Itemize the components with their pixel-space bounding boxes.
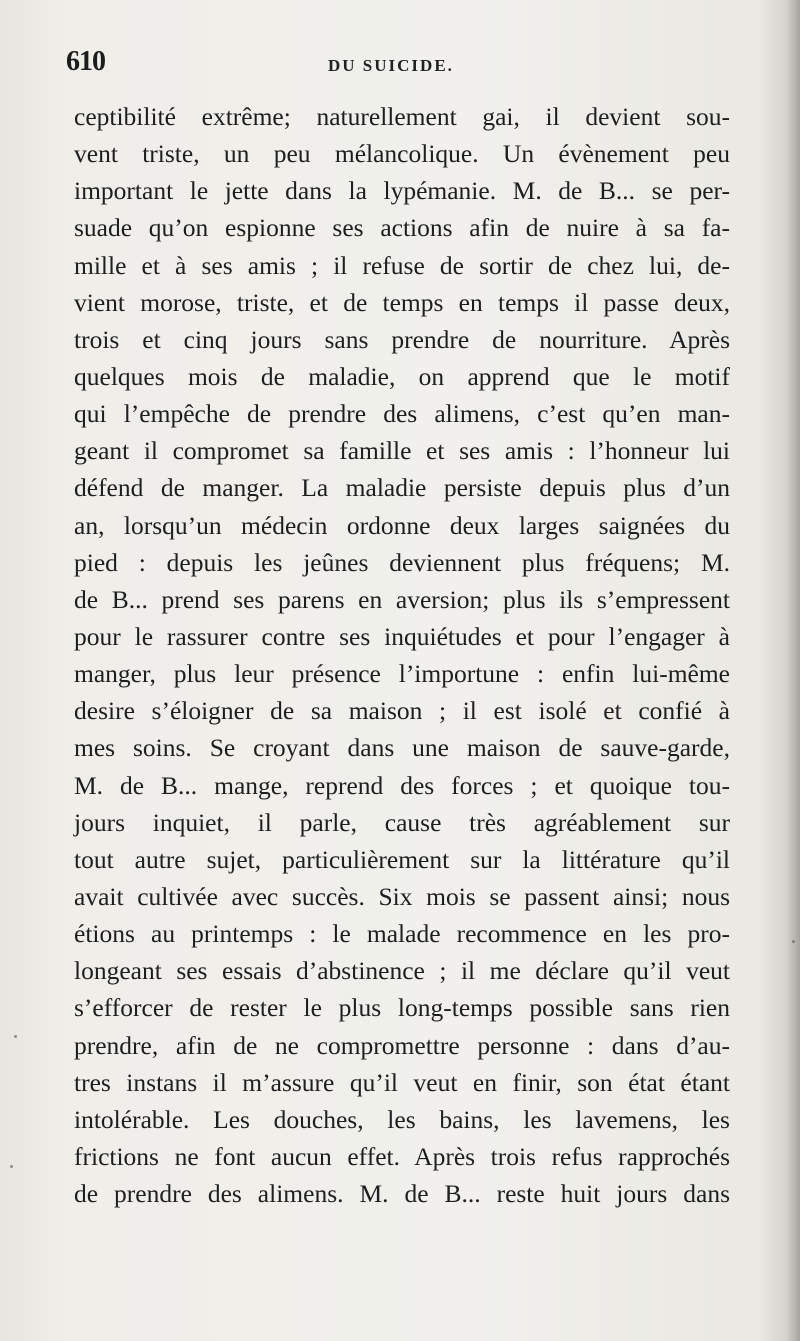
text-line: mes soins. Se croyant dans une maison de sauve-garde, — [74, 733, 730, 763]
text-line: desire s’éloigner de sa maison ; il est isolé et confié à — [74, 696, 730, 726]
text-line: geant il compromet sa famille et ses amis : l’honneur lui — [74, 436, 730, 466]
text-line: mille et à ses amis ; il refuse de sortir de chez lui, de- — [74, 250, 730, 280]
text-line: important le jette dans la lypémanie. M. de B... se per- — [74, 176, 730, 206]
text-line: avait cultivée avec succès. Six mois se passent ainsi; nous — [74, 881, 730, 911]
page-header — [66, 46, 726, 86]
text-line: pour le rassurer contre ses inquiétudes et pour l’engager à — [74, 621, 730, 651]
text-line: longeant ses essais d’abstinence ; il me déclare qu’il veut — [74, 956, 730, 986]
text-line: de prendre des alimens. M. de B... reste huit jours dans — [74, 1179, 730, 1209]
text-line: frictions ne font aucun effet. Après trois refus rapprochés — [74, 1141, 730, 1171]
text-line: jours inquiet, il parle, cause très agréablement sur — [74, 807, 730, 837]
text-line: qui l’empêche de prendre des alimens, c’est qu’en man- — [74, 399, 730, 429]
text-line: manger, plus leur présence l’importune : enfin lui-même — [74, 659, 730, 689]
text-line: vient morose, triste, et de temps en temps il passe deux, — [74, 287, 730, 317]
text-line: de B... prend ses parens en aversion; plus ils s’empressent — [74, 584, 730, 614]
text-line: prendre, afin de ne compromettre personne : dans d’au- — [74, 1030, 730, 1060]
text-line: ceptibilité extrême; naturellement gai, il devient sou- — [74, 102, 730, 131]
text-line: étions au printemps : le malade recommence en les pro- — [74, 919, 730, 949]
text-line: intolérable. Les douches, les bains, les lavemens, les — [74, 1104, 730, 1134]
text-line: tres instans il m’assure qu’il veut en finir, son état étant — [74, 1067, 730, 1097]
paper-speck — [10, 1165, 13, 1168]
text-line: s’efforcer de rester le plus long-temps possible sans rien — [74, 993, 730, 1023]
text-line: M. de B... mange, reprend des forces ; et quoique tou- — [74, 770, 730, 800]
text-line: suade qu’on espionne ses actions afin de nuire à sa fa- — [74, 213, 730, 243]
text-line: vent triste, un peu mélancolique. Un évènement peu — [74, 139, 730, 169]
page-edge-shadow — [786, 0, 800, 1341]
text-line: quelques mois de maladie, on apprend que le motif — [74, 361, 730, 391]
text-line: an, lorsqu’un médecin ordonne deux larges saignées du — [74, 510, 730, 540]
body-text — [74, 98, 730, 1212]
text-line: défend de manger. La maladie persiste depuis plus d’un — [74, 473, 730, 503]
running-title: DU SUICIDE. — [328, 56, 454, 75]
paper-speck — [14, 1035, 17, 1038]
paper-speck — [792, 940, 795, 943]
text-line: tout autre sujet, particulièrement sur la littérature qu’il — [74, 844, 730, 874]
page-number: 610 — [66, 46, 105, 77]
text-line: trois et cinq jours sans prendre de nourriture. Après — [74, 324, 730, 354]
text-line: pied : depuis les jeûnes deviennent plus fréquens; M. — [74, 547, 730, 577]
